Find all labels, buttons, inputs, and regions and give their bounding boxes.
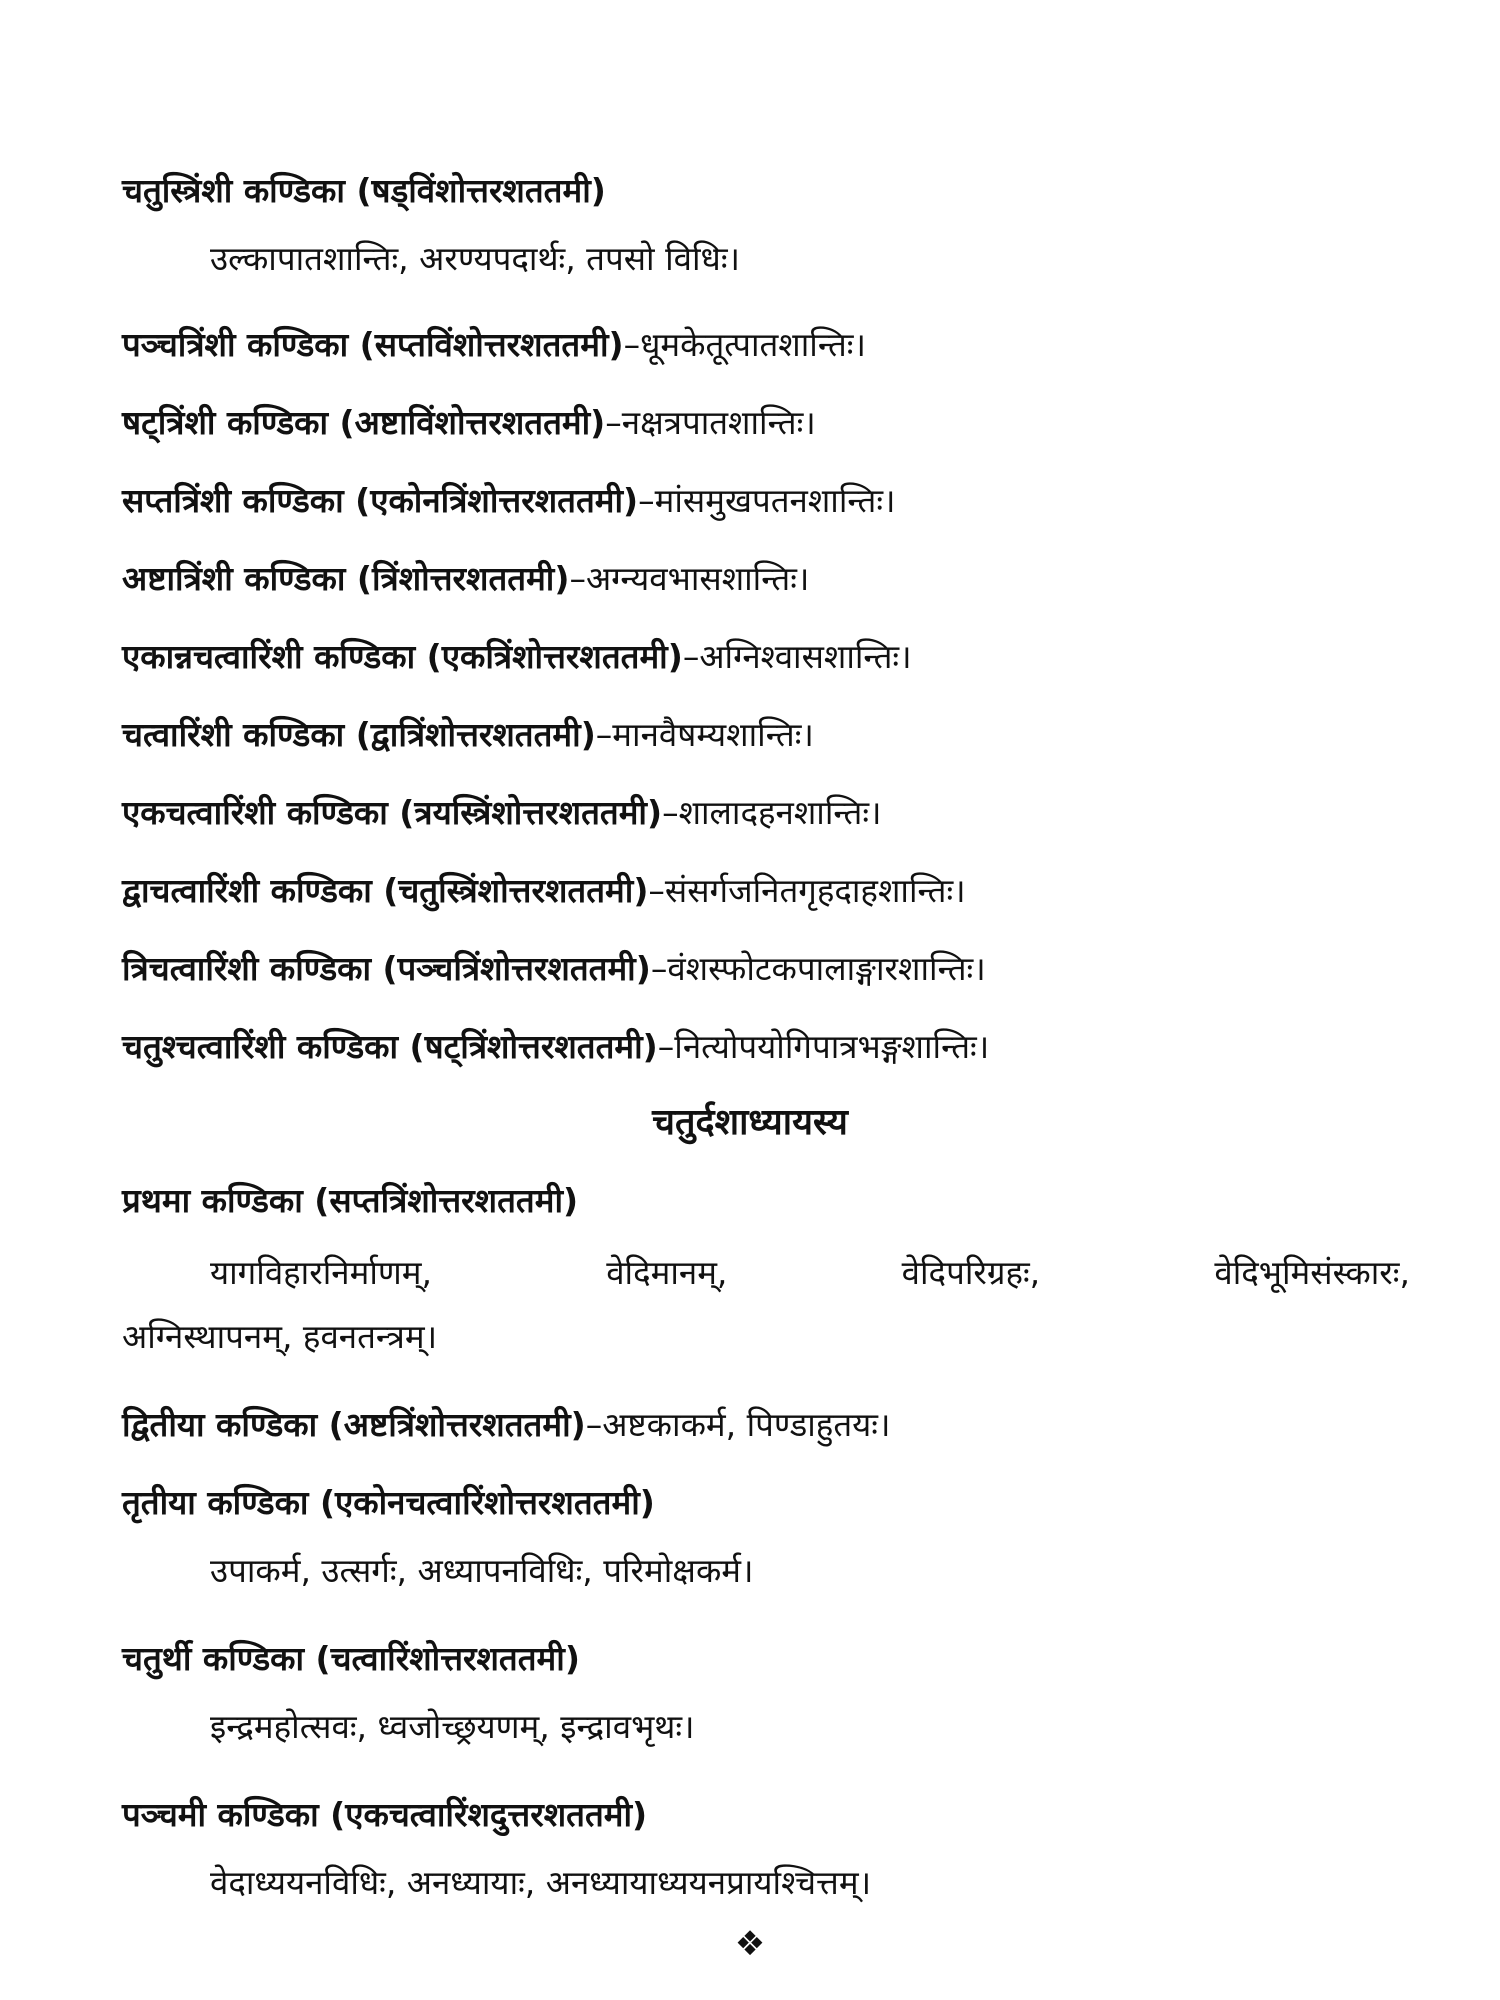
- section-content: उपाकर्म, उत्सर्गः, अध्यापनविधिः, परिमोक्षकर्म।: [210, 1551, 754, 1590]
- section-heading: पञ्चमी कण्डिका (एकचत्वारिंशदुत्तरशततमी): [122, 1795, 648, 1834]
- section-heading: चतुर्थी कण्डिका (चत्वारिंशोत्तरशततमी): [122, 1639, 580, 1678]
- section-content: अग्निस्थापनम्, हवनतन्त्रम्।: [122, 1317, 438, 1356]
- chapter-title: चतुर्दशाध्यायस्य: [652, 1102, 848, 1143]
- section-line: [122, 400, 1410, 446]
- section-heading: पञ्चत्रिंशी कण्डिका (सप्तविंशोत्तरशततमी): [122, 325, 624, 364]
- section-heading: एकान्नचत्वारिंशी कण्डिका (एकत्रिंशोत्तरशततमी): [122, 637, 683, 676]
- section-heading: चतुस्त्रिंशी कण्डिका (षड्विंशोत्तरशततमी): [122, 171, 606, 210]
- justified-word: वेदिभूमिसंस्कारः,: [1214, 1253, 1410, 1292]
- section-line: [122, 1402, 1410, 1448]
- section-content: –संसर्गजनितगृहदाहशान्तिः।: [648, 871, 966, 910]
- ornament-icon: ❖: [734, 1924, 766, 1964]
- section-heading: द्वाचत्वारिंशी कण्डिका (चतुस्त्रिंशोत्तरशततमी): [122, 871, 649, 910]
- section-line: [122, 634, 1410, 680]
- justified-word: वेदिमानम्,: [606, 1253, 728, 1292]
- justified-line: [210, 1250, 1410, 1296]
- section-heading: षट्त्रिंशी कण्डिका (अष्टाविंशोत्तरशततमी): [122, 403, 606, 442]
- section-heading: द्वितीया कण्डिका (अष्टत्रिंशोत्तरशततमी): [122, 1405, 586, 1444]
- section-line: [122, 556, 1410, 602]
- section-content: –धूमकेतूत्पातशान्तिः।: [623, 325, 866, 364]
- section-content: –शालादहनशान्तिः।: [662, 793, 882, 832]
- section-content: वेदाध्ययनविधिः, अनध्यायाः, अनध्यायाध्ययनप्रायश्चित्तम्।: [210, 1863, 872, 1902]
- section-heading: प्रथमा कण्डिका (सप्तत्रिंशोत्तरशततमी): [122, 1181, 579, 1220]
- section-line: [122, 478, 1410, 524]
- section-heading: सप्तत्रिंशी कण्डिका (एकोनत्रिंशोत्तरशततमी): [122, 481, 639, 520]
- section-heading: तृतीया कण्डिका (एकोनचत्वारिंशोत्तरशततमी): [122, 1483, 655, 1522]
- section-line: [122, 946, 1410, 992]
- section-heading: चत्वारिंशी कण्डिका (द्वात्रिंशोत्तरशततमी): [122, 715, 596, 754]
- section-content: –नित्योपयोगिपात्रभङ्गशान्तिः।: [657, 1027, 990, 1066]
- section-line: [122, 868, 1410, 914]
- section-content: इन्द्रमहोत्सवः, ध्वजोच्छ्रयणम्, इन्द्रावभृथः।: [210, 1707, 695, 1746]
- section-content: –अग्न्यवभासशान्तिः।: [569, 559, 810, 598]
- section-content: –नक्षत्रपातशान्तिः।: [605, 403, 816, 442]
- section-content: –मांसमुखपतनशान्तिः।: [638, 481, 896, 520]
- section-heading: त्रिचत्वारिंशी कण्डिका (पञ्चत्रिंशोत्तरशततमी): [122, 949, 651, 988]
- section-line: [122, 790, 1410, 836]
- section-content: –वंशस्फोटकपालाङ्गारशान्तिः।: [650, 949, 986, 988]
- section-heading: अष्टात्रिंशी कण्डिका (त्रिंशोत्तरशततमी): [122, 559, 570, 598]
- section-content: –मानवैषम्यशान्तिः।: [595, 715, 814, 754]
- section-line: [122, 322, 1410, 368]
- section-content: उल्कापातशान्तिः, अरण्यपदार्थः, तपसो विधिः।: [210, 239, 740, 278]
- section-content: –अष्टकाकर्म, पिण्डाहुतयः।: [585, 1405, 891, 1444]
- section-line: [122, 1024, 1410, 1070]
- section-content: –अग्निश्वासशान्तिः।: [682, 637, 912, 676]
- section-line: [122, 712, 1410, 758]
- section-heading: चतुश्चत्वारिंशी कण्डिका (षट्त्रिंशोत्तरशततमी): [122, 1027, 658, 1066]
- justified-word: यागविहारनिर्माणम्,: [210, 1253, 432, 1292]
- section-heading: एकचत्वारिंशी कण्डिका (त्रयस्त्रिंशोत्तरशततमी): [122, 793, 663, 832]
- justified-word: वेदिपरिग्रहः,: [901, 1253, 1041, 1292]
